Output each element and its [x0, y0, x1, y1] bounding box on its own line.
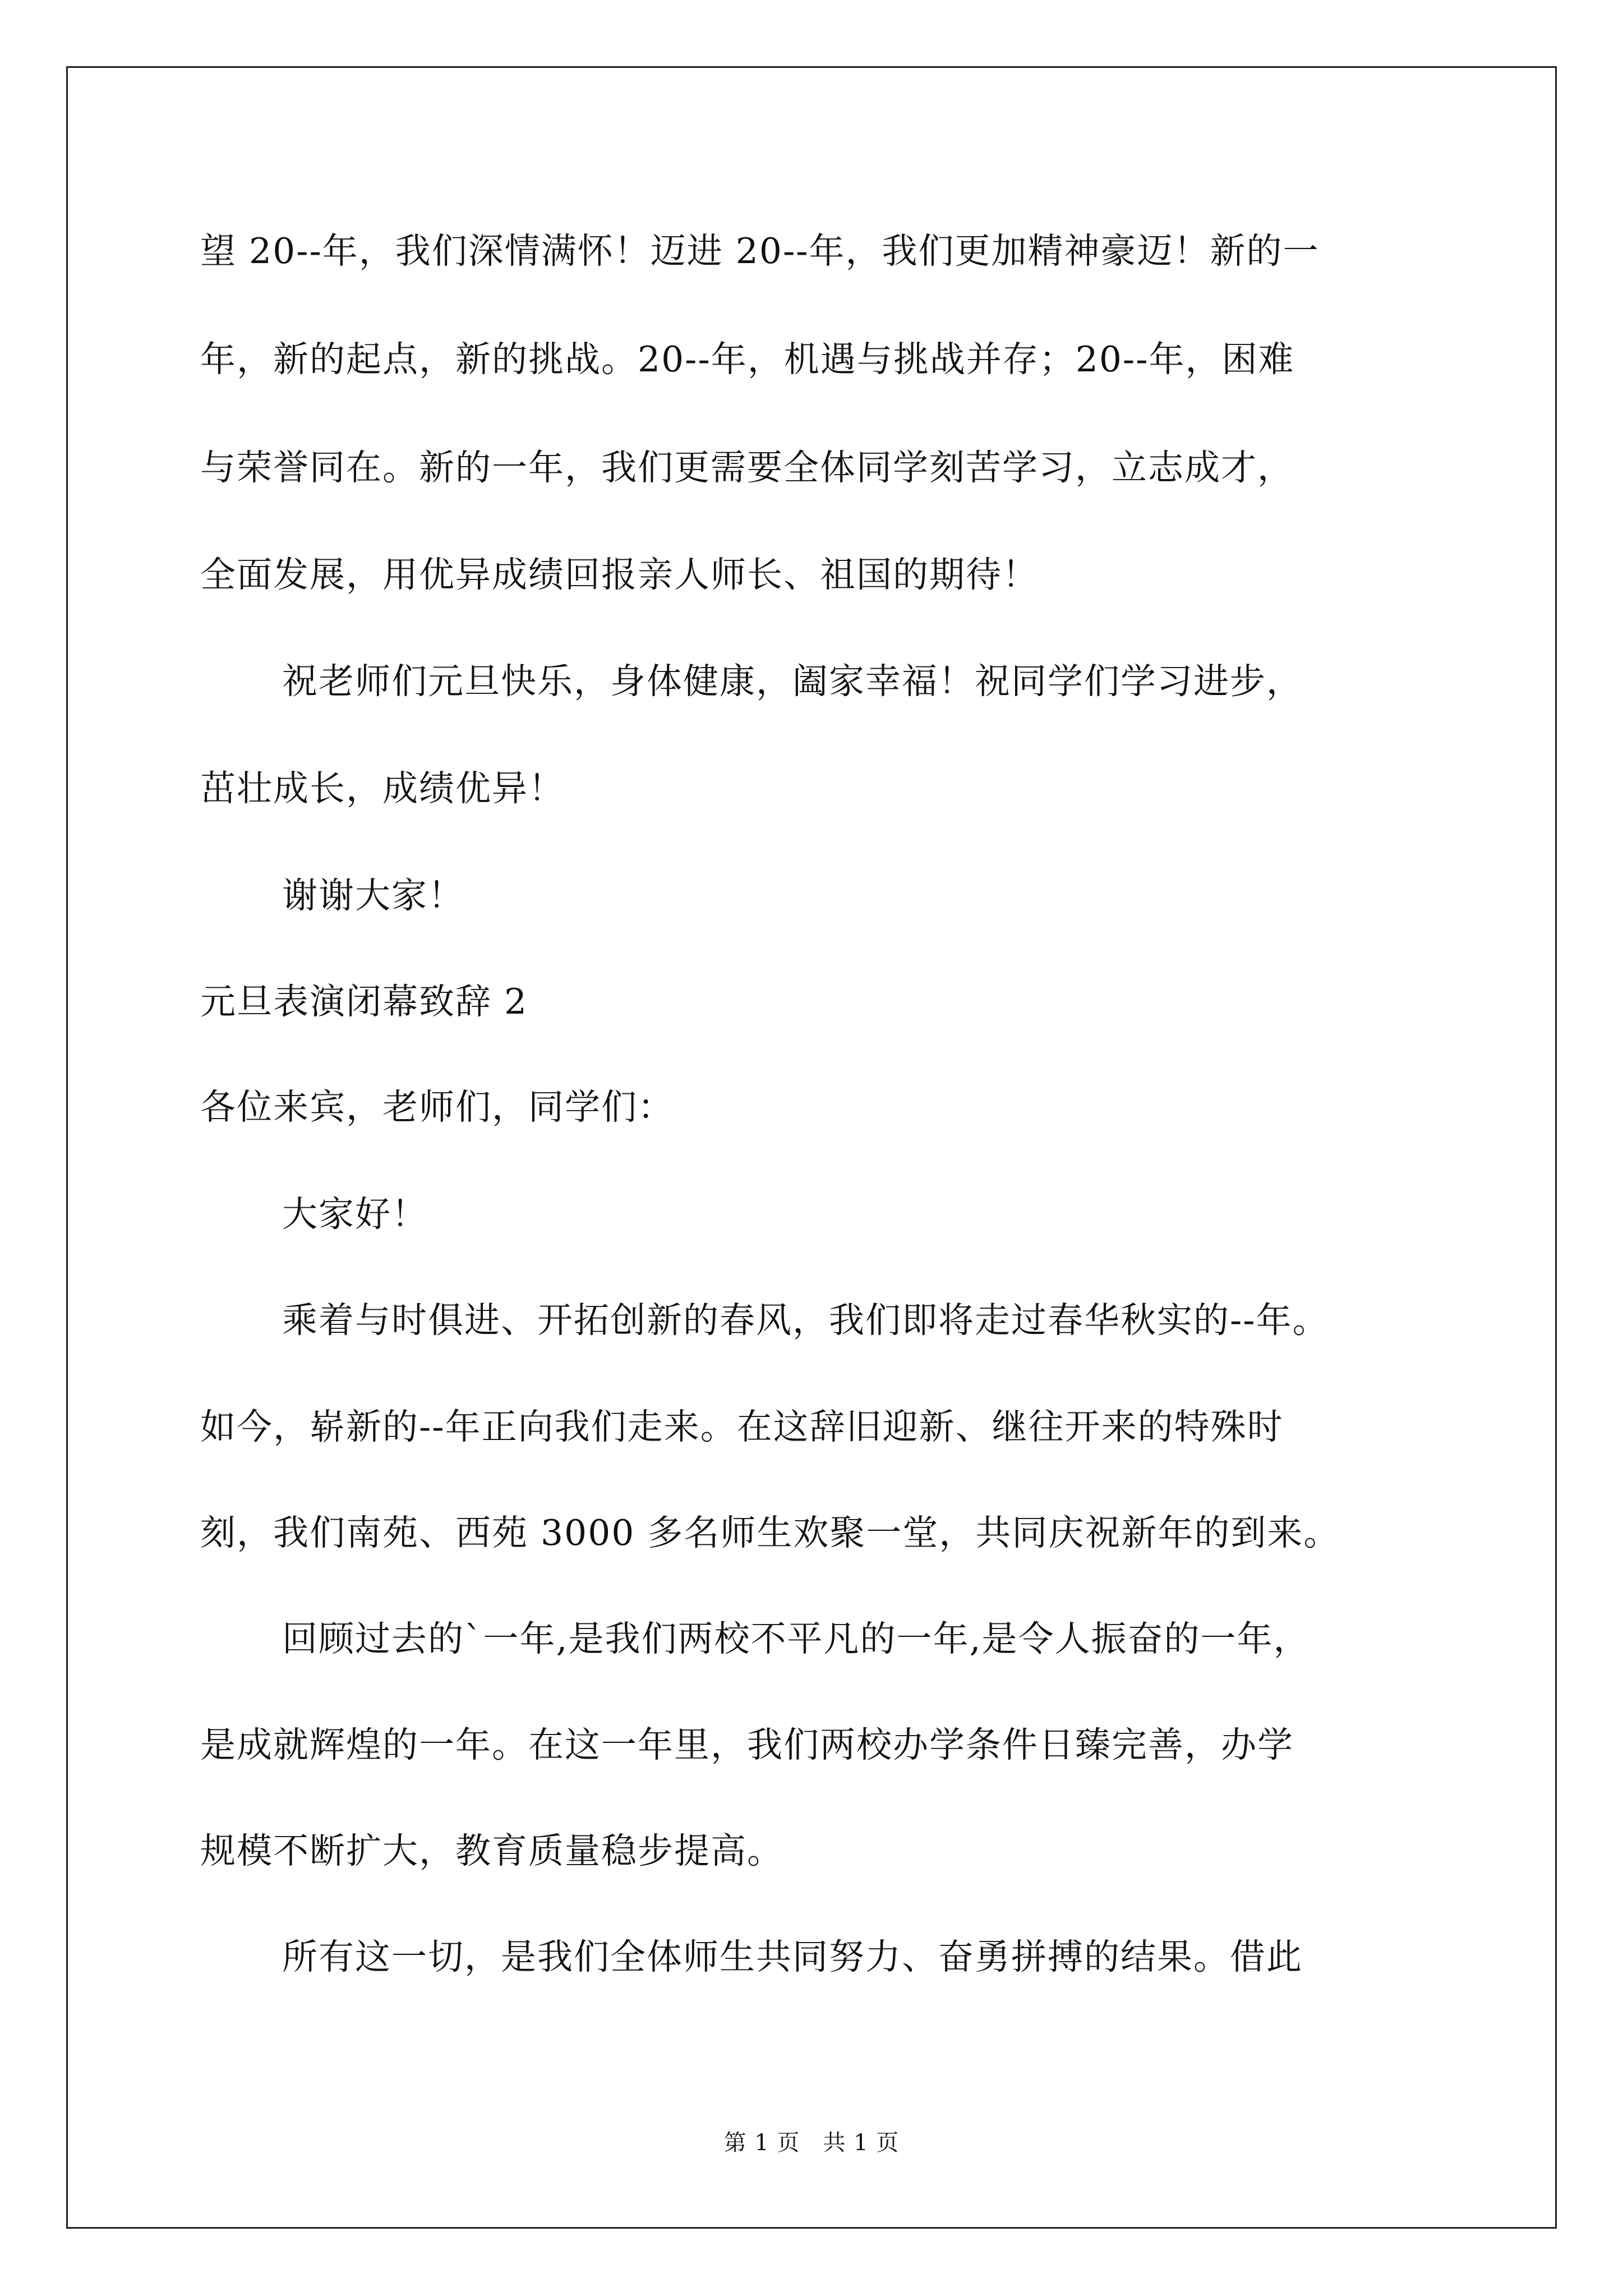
paragraph-line: 与荣誉同在。新的一年，我们更需要全体同学刻苦学习，立志成才， — [200, 447, 1294, 488]
paragraph-line: 所有这一切，是我们全体师生共同努力、奋勇拼搏的结果。借此 — [282, 1936, 1303, 1977]
paragraph-line: 如今，崭新的--年正向我们走来。在这辞旧迎新、继往开来的特殊时 — [200, 1406, 1284, 1447]
paragraph-line: 望 20--年，我们深情满怀！迈进 20--年，我们更加精神豪迈！新的一 — [200, 231, 1320, 272]
page-border — [66, 66, 1557, 2229]
paragraph-line: 谢谢大家！ — [282, 875, 464, 916]
paragraph-line: 茁壮成长，成绩优异！ — [200, 768, 565, 809]
greeting-line: 大家好！ — [282, 1194, 428, 1235]
section-heading: 元旦表演闭幕致辞 2 — [200, 981, 528, 1022]
paragraph-line: 是成就辉煌的一年。在这一年里，我们两校办学条件日臻完善，办学 — [200, 1724, 1294, 1765]
paragraph-line: 乘着与时俱进、开拓创新的春风，我们即将走过春华秋实的--年。 — [282, 1300, 1329, 1341]
page-number-footer: 第 1 页 共 1 页 — [723, 2130, 900, 2156]
paragraph-line: 刻，我们南苑、西苑 3000 多名师生欢聚一堂，共同庆祝新年的到来。 — [200, 1512, 1340, 1553]
paragraph-line: 规模不断扩大，教育质量稳步提高。 — [200, 1830, 783, 1871]
paragraph-line: 祝老师们元旦快乐，身体健康，阖家幸福！祝同学们学习进步， — [282, 661, 1303, 702]
paragraph-line: 年，新的起点，新的挑战。20--年，机遇与挑战并存；20--年，困难 — [200, 339, 1295, 380]
salutation-line: 各位来宾，老师们，同学们： — [200, 1087, 674, 1128]
paragraph-line: 回顾过去的`一年,是我们两校不平凡的一年,是令人振奋的一年， — [282, 1618, 1310, 1659]
paragraph-line: 全面发展，用优异成绩回报亲人师长、祖国的期待！ — [200, 554, 1039, 595]
